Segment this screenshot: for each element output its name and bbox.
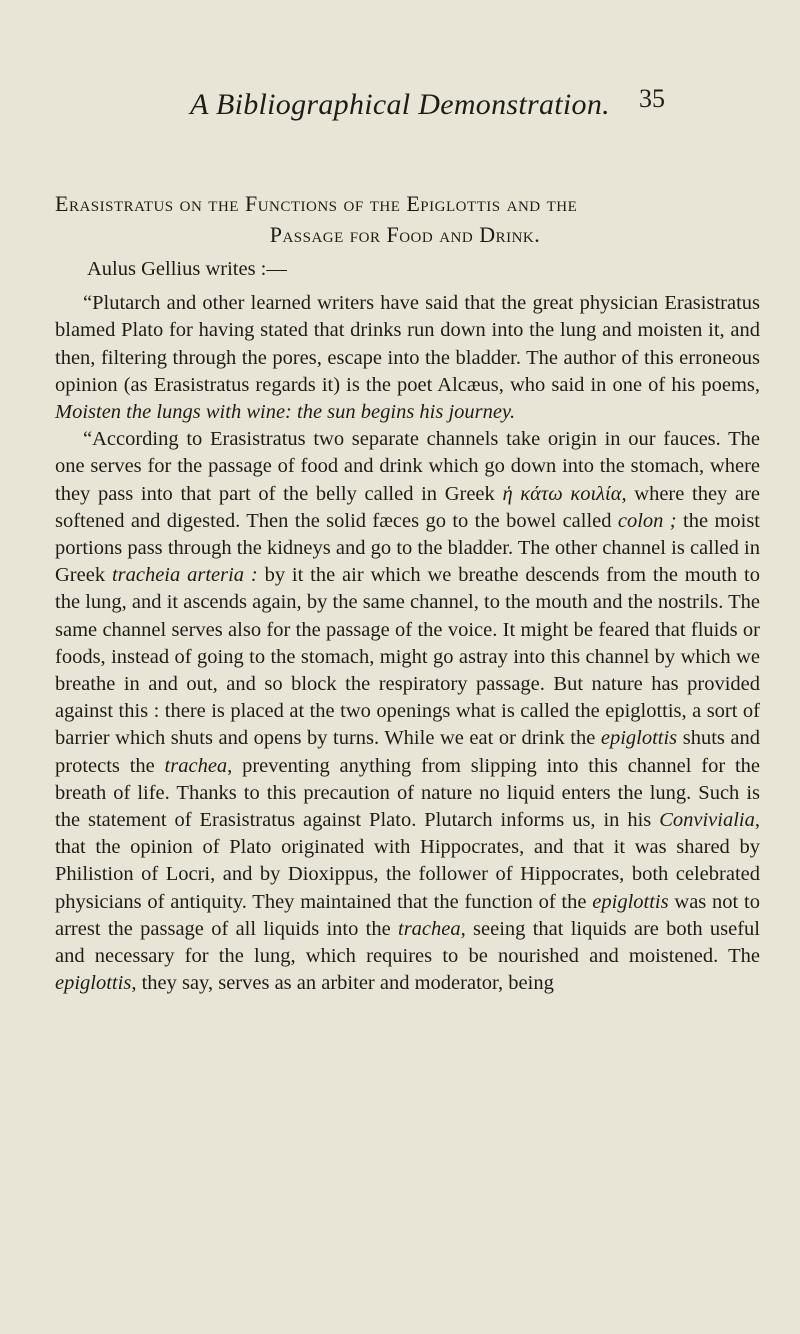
chapter-heading-line-2: Passage for Food and Drink. xyxy=(269,222,541,247)
body-text xyxy=(55,256,760,997)
italic-text: Convivialia xyxy=(659,809,755,832)
text-run: was not to arrest the passage of all liquids into the xyxy=(55,890,760,940)
page-number: 35 xyxy=(639,84,665,113)
text-run: the moist portions pass through the kidneys and go to the bladder. The other channel is called in Greek xyxy=(55,509,761,587)
italic-text: trachea xyxy=(398,917,461,940)
running-head xyxy=(0,84,800,128)
italic-text: tracheia arteria : xyxy=(111,564,258,587)
text-run: by it the air which we breathe descends from the mouth to the lung, and it ascends again, by the same channel, to the mouth and the nostrils. The same channel serves also for the passage of the voice. It might be feared that fluids or foods, instead of going to the stomach, might go astray into this channel by which we breathe in and out, and so block the respiratory passage. But nature has provided against this : there is placed at the two openings what is called the epiglottis, a sort of barrier which shuts and opens by turns. While we eat or drink the xyxy=(55,564,760,750)
text-run: , that the opinion of Plato originated with Hippocrates, and that it was shared by Philistion of Locri, and by Dioxippus, the follower of Hippocrates, both celebrated physicians of antiquity. They maintained that the function of the xyxy=(55,809,760,913)
paragraph xyxy=(55,426,760,997)
italic-text: colon ; xyxy=(617,509,677,532)
text-run: , seeing that liquids are both useful and necessary for the lung, which requires to be nourished and moistened. The xyxy=(55,917,761,968)
italic-text: epiglottis xyxy=(592,890,669,913)
text-run: shuts and protects the xyxy=(55,727,761,777)
text-run: , where they are softened and digested. Then the solid fæces go to the bowel called xyxy=(55,482,760,532)
italic-text: epiglottis xyxy=(600,727,678,750)
attribution-line: Aulus Gellius writes :— xyxy=(87,258,287,280)
text-run: “According to Erasistratus two separate channels take origin in our fauces. The one serves for the passage of food and drink which go down into the stomach, where they pass into that part of the belly called in Greek xyxy=(55,428,760,505)
running-title: A Bibliographical Demonstration. xyxy=(190,88,610,121)
paragraph xyxy=(55,290,760,426)
italic-text: ἡ κάτω κοιλία xyxy=(502,482,622,505)
italic-text: trachea xyxy=(164,754,228,777)
italic-text: Moisten the lungs with wine: the sun begins his journey. xyxy=(55,401,516,424)
italic-text: epiglottis xyxy=(55,972,132,995)
chapter-heading xyxy=(55,188,755,250)
text-run: “Plutarch and other learned writers have said that the great physician Erasistratus blamed Plato for having stated that drinks run down into the lung and moisten it, and then, filtering through the pores, escape into the bladder. The author of this erroneous opinion (as Erasistratus regards it) is the poet Alcæus, who said in one of his poems, xyxy=(55,292,760,396)
text-run: , they say, serves as an arbiter and moderator, being xyxy=(131,972,554,995)
chapter-heading-line-1: Erasistratus on the Functions of the Epiglottis and the xyxy=(55,191,578,216)
text-run: , preventing anything from slipping into this channel for the breath of life. Thanks to this precaution of nature no liquid enters the lung. Such is the statement of Erasistratus against Plato. Plutarch informs us, in his xyxy=(55,754,760,832)
